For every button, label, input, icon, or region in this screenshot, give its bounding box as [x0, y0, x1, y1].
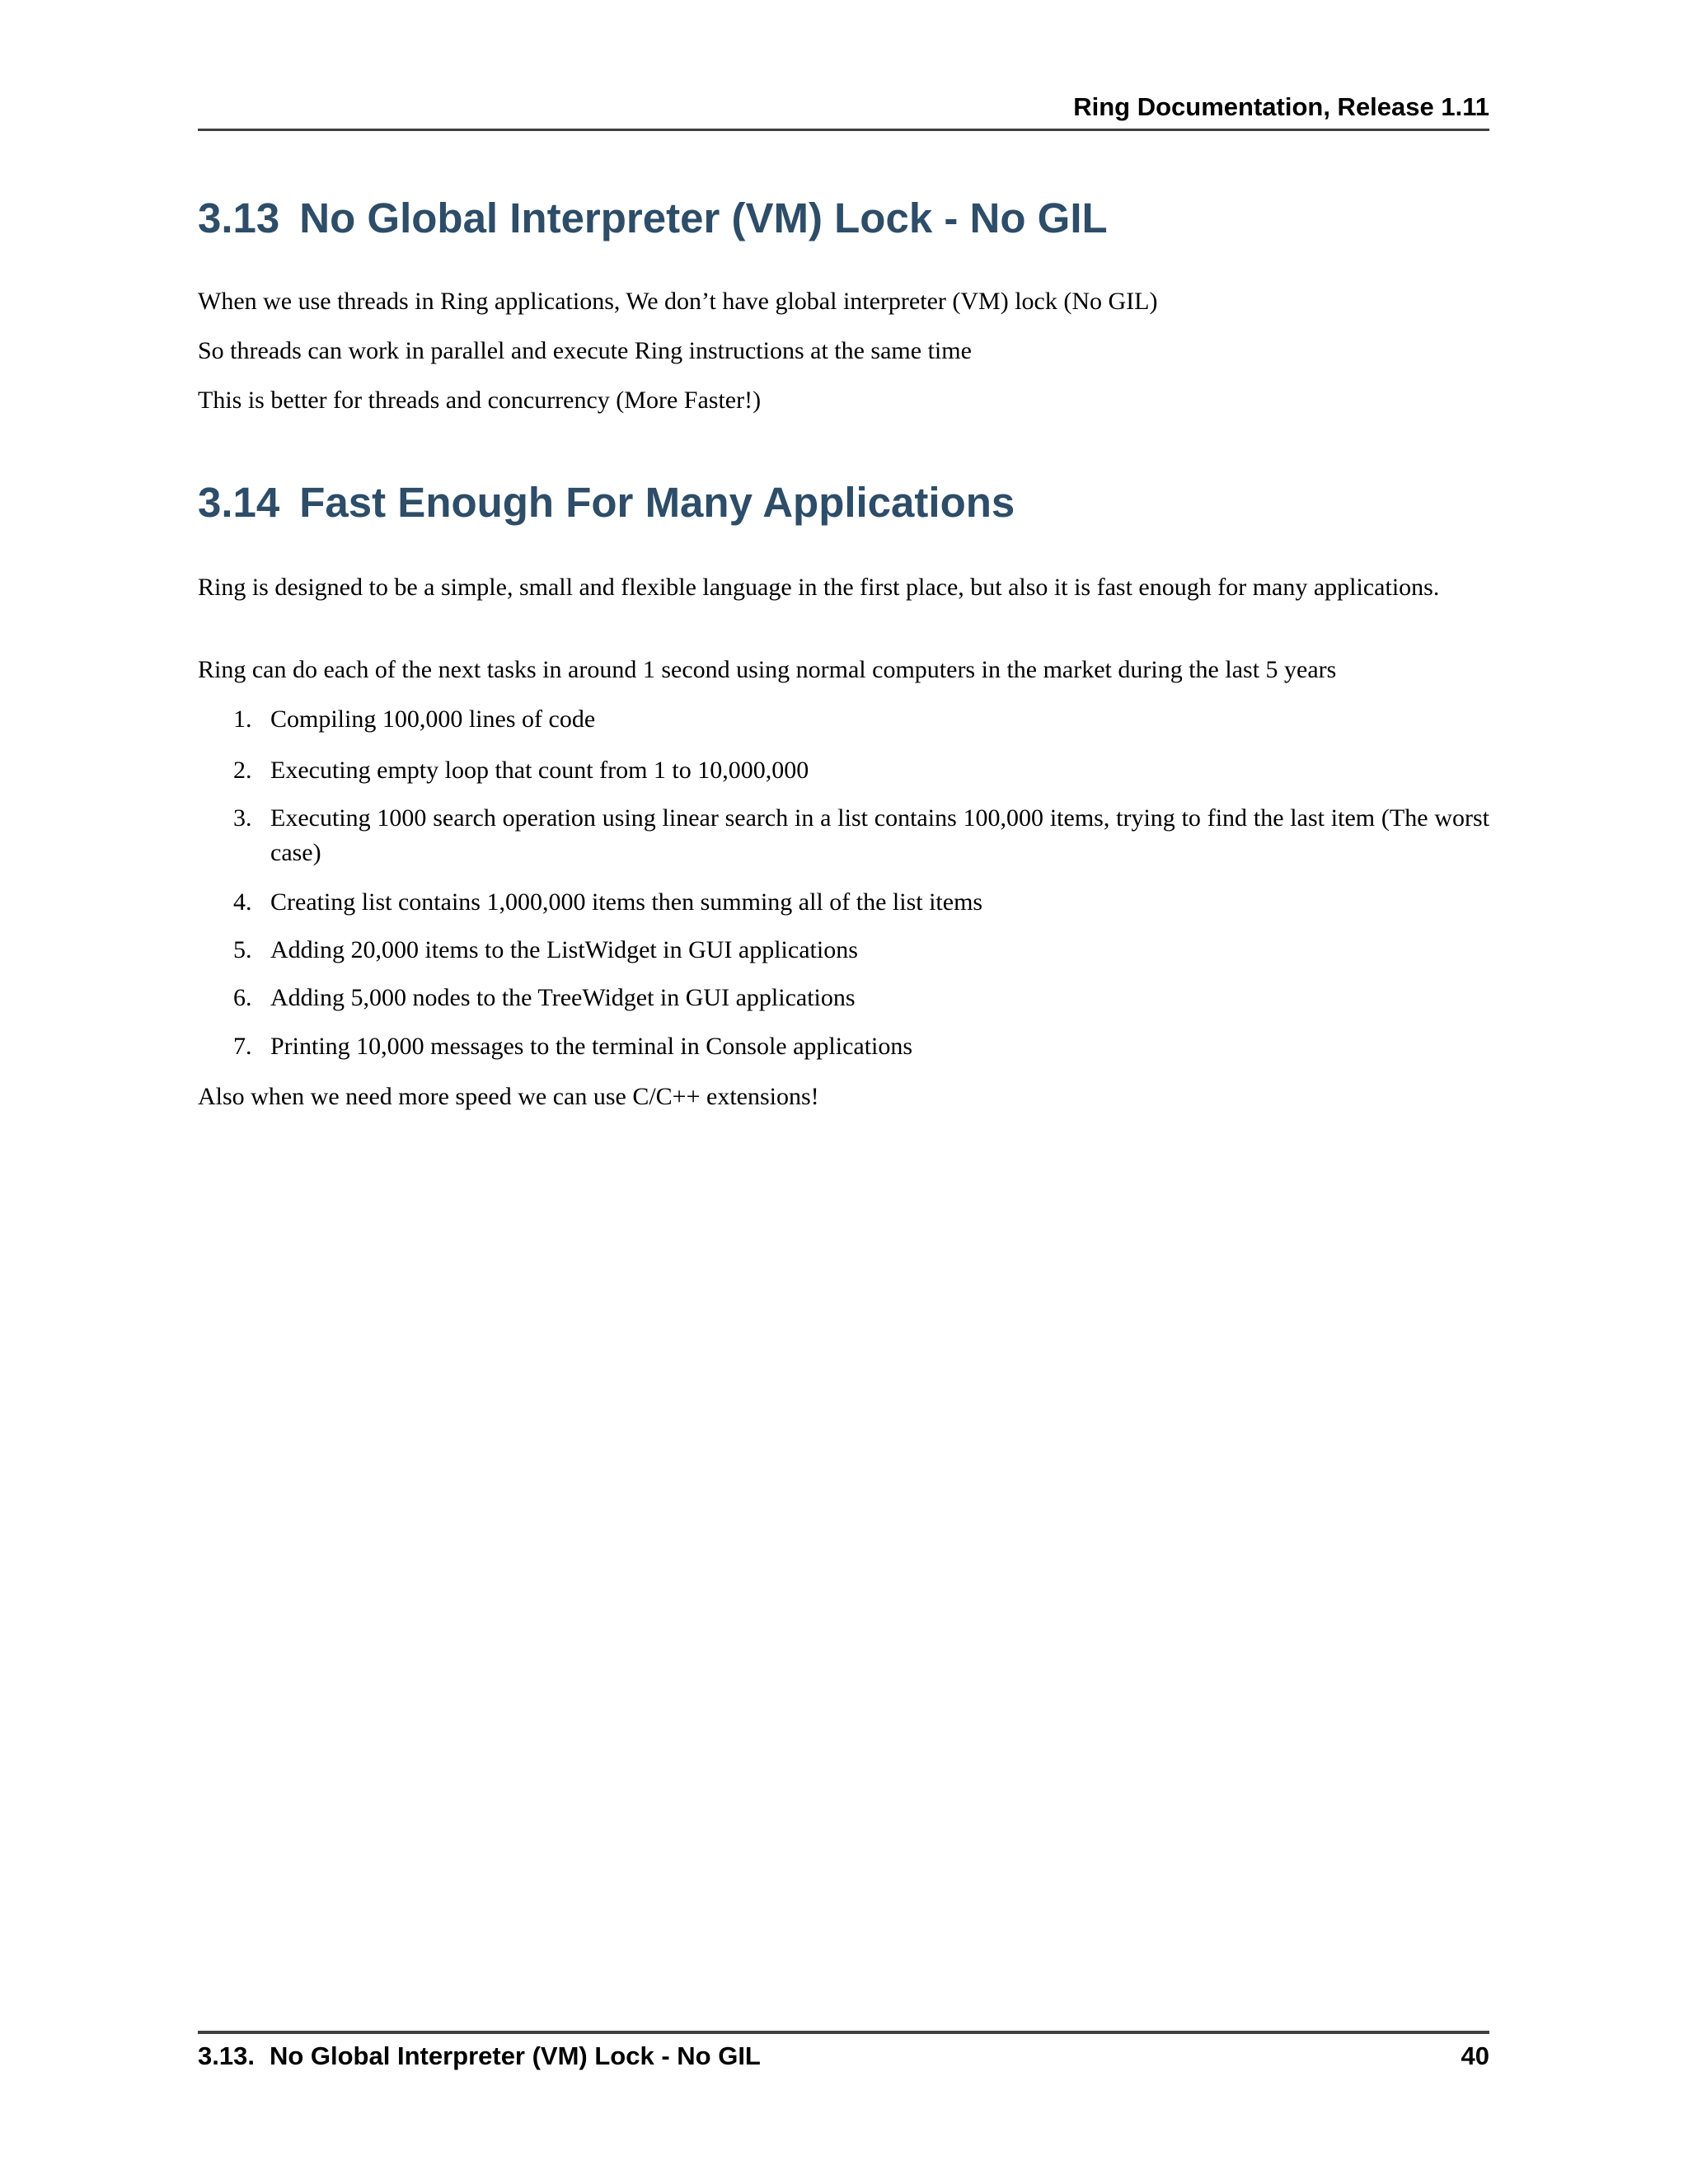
paragraph: So threads can work in parallel and execute Ring instructions at the same time [198, 337, 972, 364]
paragraph: Also when we need more speed we can use C/C++ extensions! [198, 1083, 819, 1110]
header-rule [198, 129, 1489, 131]
list-item-text: Adding 20,000 items to the ListWidget in GUI applications [270, 936, 858, 963]
paragraph: When we use threads in Ring applications, We don’t have global interpreter (VM) lock (No GIL) [198, 288, 1158, 315]
list-item-number: 3. [233, 804, 252, 832]
list-item-number: 4. [233, 888, 252, 916]
list-item-text: Compiling 100,000 lines of code [270, 705, 596, 733]
section-number: 3.13 [198, 194, 280, 241]
page-number: 40 [1461, 2041, 1489, 2070]
list-item-number: 5. [233, 936, 252, 963]
footer-rule [198, 2031, 1489, 2034]
section-heading-3-14 [198, 479, 1015, 526]
paragraph: This is better for threads and concurrency (More Faster!) [198, 387, 762, 414]
paragraph: Ring can do each of the next tasks in around 1 second using normal computers in the market during the last 5 years [198, 656, 1337, 683]
list-item-number: 7. [233, 1033, 252, 1060]
footer-section-number: 3.13. [198, 2041, 255, 2070]
section-title: No Global Interpreter (VM) Lock - No GIL [299, 194, 1108, 241]
section-title: Fast Enough For Many Applications [299, 479, 1015, 526]
section-heading-3-13 [198, 194, 1108, 241]
list-item [198, 981, 1489, 1015]
list-item-text: Creating list contains 1,000,000 items then summing all of the list items [270, 888, 983, 916]
list-item [198, 1029, 1489, 1064]
list-item-text: Adding 5,000 nodes to the TreeWidget in GUI applications [270, 984, 856, 1011]
footer-section-reference [198, 2041, 761, 2071]
list-item-text: Executing empty loop that count from 1 to 10,000,000 [270, 757, 809, 784]
list-item-number: 6. [233, 984, 252, 1011]
list-item [198, 933, 1489, 968]
list-item [198, 801, 1489, 870]
list-item-text: Executing 1000 search operation using linear search in a list contains 100,000 items, trying to find the last item (The worst case) [270, 804, 1489, 866]
list-item [198, 702, 1489, 737]
list-item-text: Printing 10,000 messages to the terminal in Console applications [270, 1033, 913, 1060]
paragraph: Ring is designed to be a simple, small and flexible language in the first place, but also it is fast enough for many applications. [198, 574, 1440, 601]
page-header-title: Ring Documentation, Release 1.11 [1073, 92, 1489, 121]
footer-section-title: No Global Interpreter (VM) Lock - No GIL [269, 2041, 761, 2070]
list-item-number: 2. [233, 757, 252, 784]
section-number: 3.14 [198, 479, 280, 526]
list-item [198, 885, 1489, 920]
list-item [198, 753, 1489, 788]
list-item-number: 1. [233, 705, 252, 733]
